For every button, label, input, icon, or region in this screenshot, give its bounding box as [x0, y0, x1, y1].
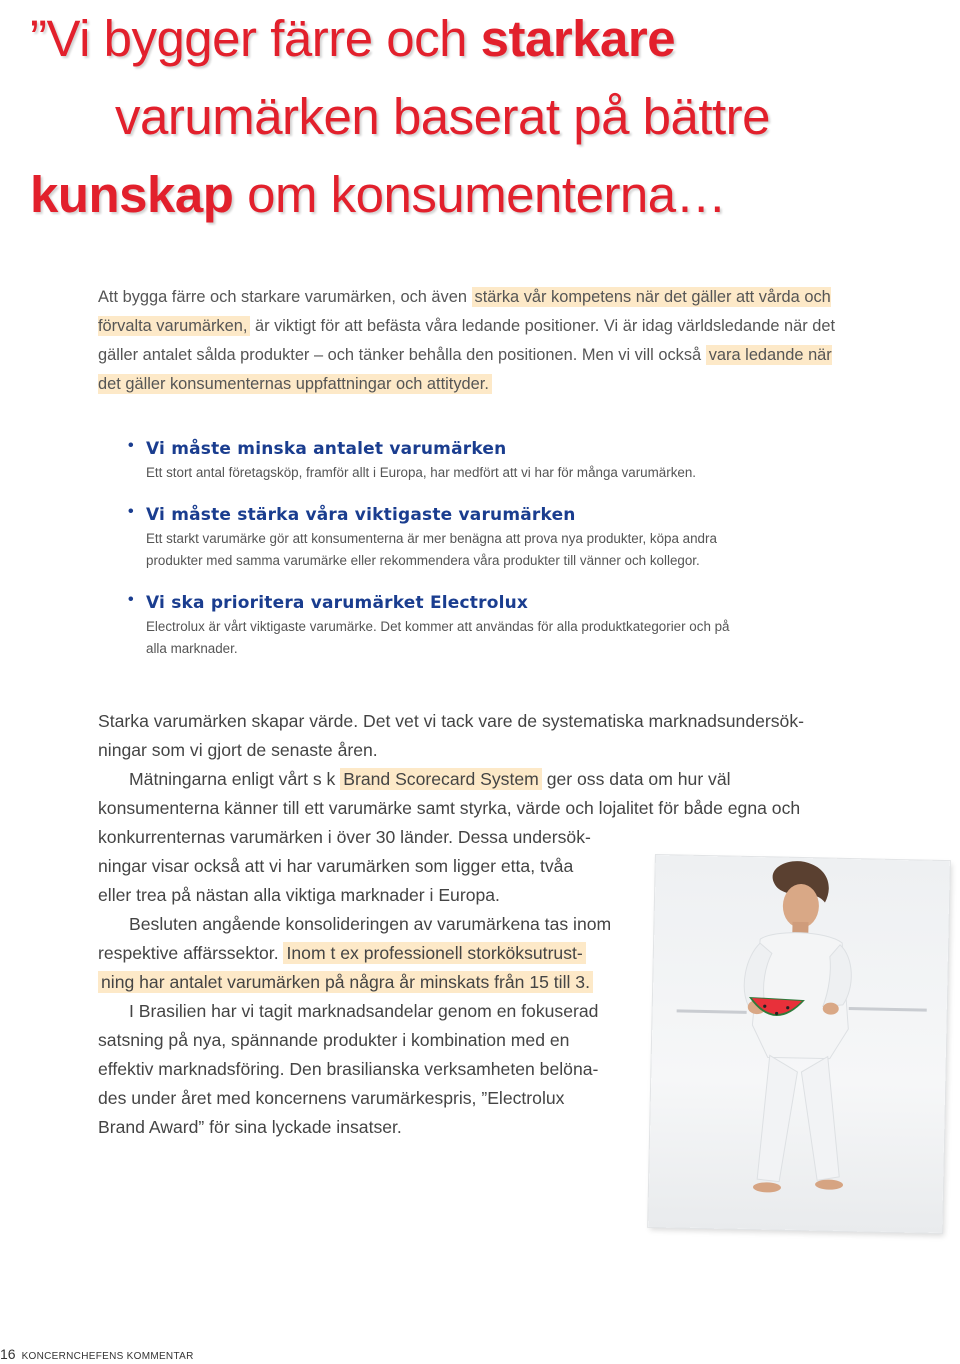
body-line: Besluten angående konsolideringen av varumärkena tas inom: [129, 914, 612, 934]
headline-line-1: [30, 0, 950, 78]
highlight: ning har antalet varumärken på några år minskats från 15 till 3.: [98, 971, 593, 993]
section-label: KONCERNCHEFENS KOMMENTAR: [21, 1351, 194, 1362]
body-line: eller trea på nästan alla viktiga marknader i Europa.: [98, 885, 500, 905]
key-point-text: Ett starkt varumärke gör att konsumenterna är mer benägna att prova nya produkter, köpa andra produkter med samma varumärke eller rekommendera våra produkter till vänner och kollegor.: [146, 531, 717, 568]
headline-bold-word: kunskap: [30, 166, 234, 223]
highlight: Brand Scorecard System: [340, 768, 542, 790]
key-point: [128, 502, 848, 572]
body-line: respektive affärssektor. Inom t ex professionell storköksutrust-: [98, 939, 838, 968]
body-line: I Brasilien har vi tagit marknadsandelar genom en fokuserad: [129, 1001, 599, 1021]
body-line: effektiv marknadsföring. Den brasilianska verksamheten belöna-: [98, 1059, 599, 1079]
highlight: Inom t ex professionell storköksutrust-: [283, 942, 585, 964]
body-paragraph: Mätningarna enligt vårt s k Brand Scorecard System ger oss data om hur väl konsumenterna känner till ett varumärke samt styrka, värde och lojalitet för både egna och konkurrenternas varumärken i över 30 länder. Dessa undersök-: [98, 769, 801, 847]
intro-paragraph: Att bygga färre och starkare varumärken, och även stärka vår kompetens när det gäller att vårda och förvalta varumärken, är viktigt för att befästa våra ledande positioner. Vi är idag världsledande när det gäller antalet sålda produkter – och tänker behålla den positionen. Men vi vill också vara ledande när det gäller konsumenternas uppfattningar och attityder.: [98, 288, 836, 393]
opening-quote: ”: [30, 10, 47, 67]
key-points: [128, 436, 848, 660]
key-point-title: Vi ska prioritera varumärket Electrolux: [146, 593, 529, 613]
headline-text: Vi bygger färre och: [46, 10, 481, 67]
man-with-watermelon-illustration: [648, 855, 950, 1233]
key-point: [128, 590, 848, 660]
body-line: satsning på nya, spännande produkter i kombination med en: [98, 1030, 570, 1050]
body-line: des under året med koncernens varumärkespris, ”Electrolux: [98, 1088, 565, 1108]
key-point-text: Ett stort antal företagsköp, framför allt i Europa, har medfört att vi har för många varumärken.: [146, 465, 697, 480]
headline-text: om konsumenterna…: [233, 166, 727, 223]
bullet-icon: •: [128, 591, 134, 608]
page-number: 16: [0, 1346, 16, 1362]
highlight: stärka vår kompetens när det gäller att vårda och förvalta varumärken,: [98, 288, 831, 335]
key-point-title: Vi måste stärka våra viktigaste varumärken: [146, 505, 576, 525]
key-point-text: Electrolux är vårt viktigaste varumärke. Det kommer att användas för alla produktkategorier och på alla marknader.: [146, 619, 730, 656]
highlight: vara ledande när det gäller konsumenternas uppfattningar och attityder.: [98, 346, 832, 393]
body-paragraph: Starka varumärken skapar värde. Det vet vi tack vare de systematiska marknadsundersök-ningar som vi gjort de senaste åren.: [98, 711, 804, 760]
body-line: ningar visar också att vi har varumärken som ligger etta, tvåa: [98, 856, 574, 876]
bullet-icon: •: [128, 503, 134, 520]
headline-line-3: [30, 156, 950, 234]
headline-bold-word: starkare: [480, 10, 676, 67]
key-point: [128, 436, 848, 484]
body-line: Brand Award” för sina lyckade insatser.: [98, 1117, 402, 1137]
advertisement-photo: [648, 855, 950, 1233]
headline: [30, 0, 950, 234]
headline-line-2: varumärken baserat på bättre: [115, 88, 771, 145]
key-point-title: Vi måste minska antalet varumärken: [146, 439, 507, 459]
bullet-icon: •: [128, 437, 134, 454]
page-footer: [0, 1347, 300, 1362]
